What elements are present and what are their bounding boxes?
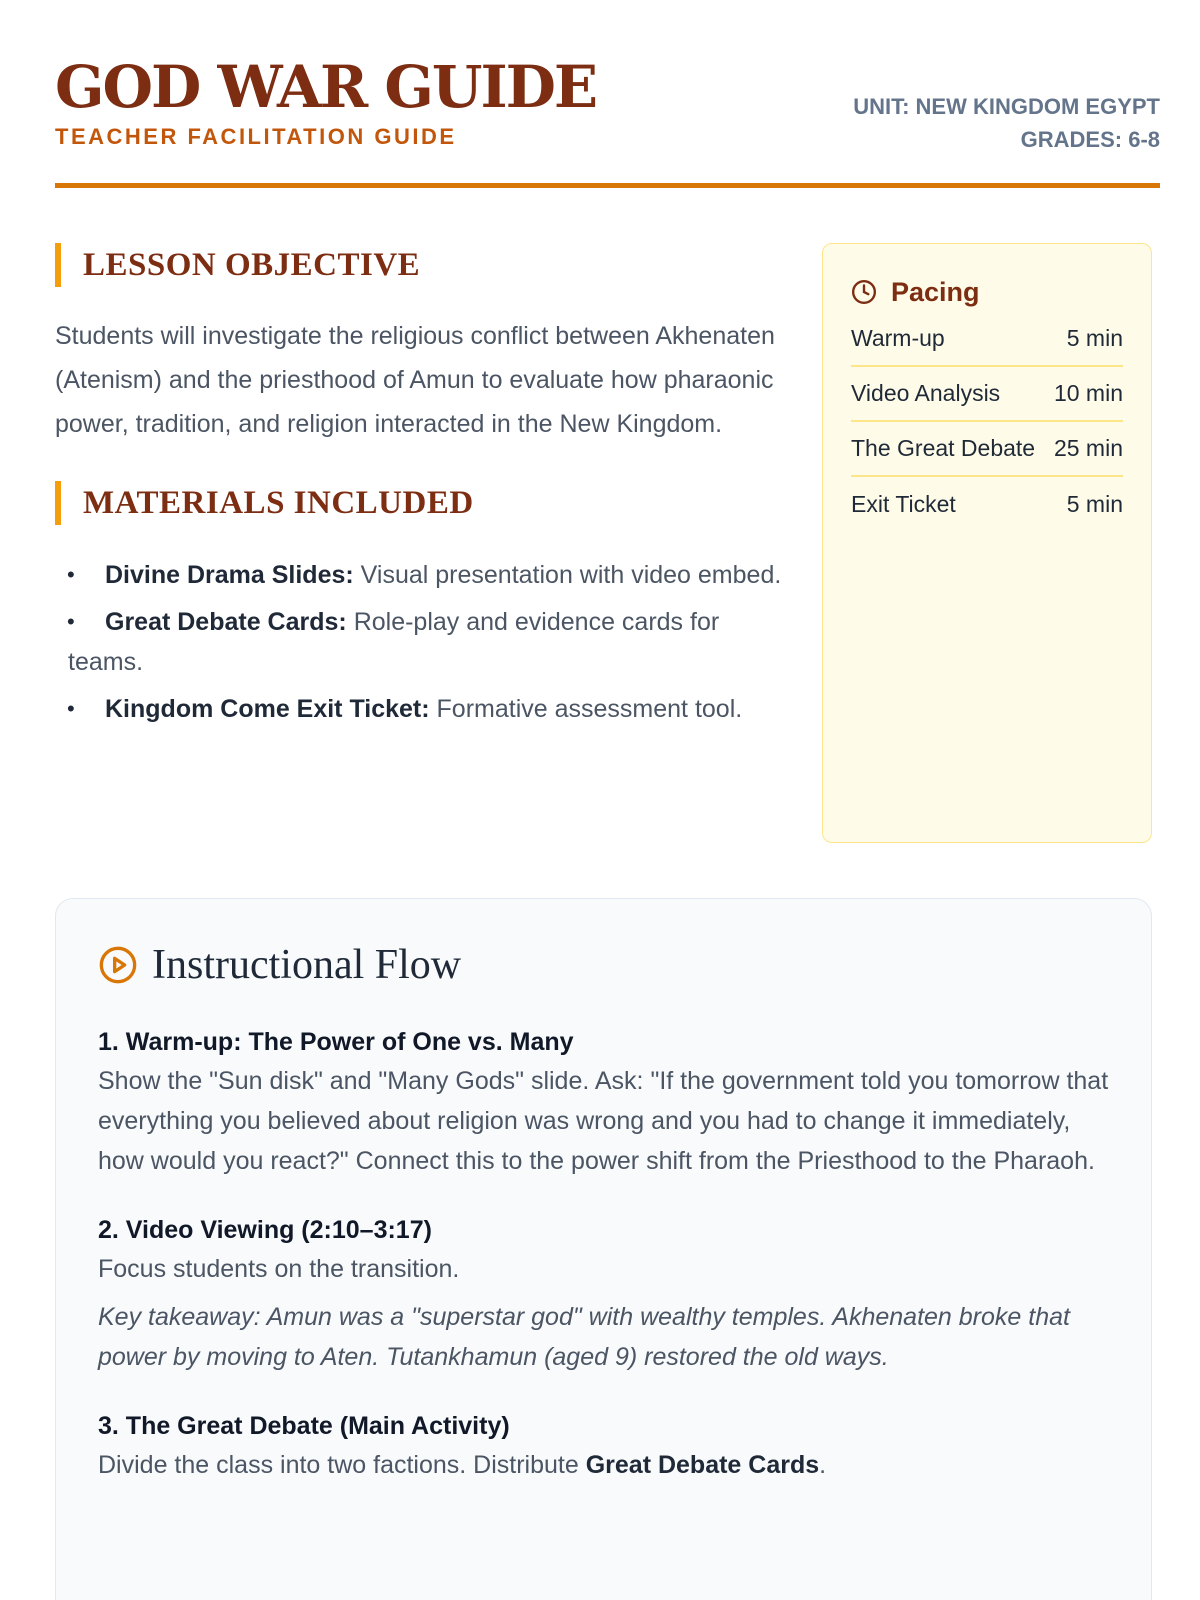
clock-icon <box>851 279 877 305</box>
flow-step <box>98 1407 1109 1485</box>
page-header <box>55 53 1160 188</box>
flow-step <box>98 1211 1109 1377</box>
step-title: 3. The Great Debate (Main Activity) <box>98 1412 510 1440</box>
page-title: GOD WAR GUIDE <box>55 53 597 121</box>
unit-label: UNIT: NEW KINGDOM EGYPT <box>853 94 1160 119</box>
list-item: • Kingdom Come Exit Ticket: Formative assessment tool. <box>55 689 795 729</box>
objective-text: Students will investigate the religious conflict between Akhenaten (Atenism) and the priesthood of Amun to evaluate how pharaonic power, tradition, and religion interacted in the New Kingdom. <box>55 322 775 438</box>
pacing-row: Exit Ticket 5 min <box>851 491 1123 517</box>
pacing-card <box>822 243 1152 843</box>
bullet-icon: • <box>67 609 75 634</box>
left-column <box>55 243 795 736</box>
pacing-row: The Great Debate 25 min <box>851 422 1123 477</box>
step-title: 2. Video Viewing (2:10–3:17) <box>98 1216 432 1244</box>
play-circle-icon <box>98 945 138 985</box>
list-item: • Divine Drama Slides: Visual presentation with video embed. <box>55 555 795 595</box>
list-item: • Great Debate Cards: Role-play and evidence cards for teams. <box>55 602 795 682</box>
step-text: Show the "Sun disk" and "Many Gods" slide. Ask: "If the government told you tomorrow that everything you believed about religion was wrong and you had to change it immediately, how would you react?" Connect this to the power shift from the Priesthood to the Pharaoh. <box>98 1067 1109 1175</box>
flow-title: Instructional Flow <box>98 937 1109 993</box>
pacing-row: Warm-up 5 min <box>851 312 1123 367</box>
unit-meta <box>853 90 1160 156</box>
step-text: Focus students on the transition. <box>98 1255 460 1283</box>
step-text: Divide the class into two factions. Distribute Great Debate Cards. <box>98 1451 827 1479</box>
flow-step <box>98 1023 1109 1181</box>
instructional-flow-card <box>55 898 1152 1600</box>
step-takeaway: Key takeaway: Amun was a "superstar god" with wealthy temples. Akhenaten broke that power by moving to Aten. Tutankhamun (aged 9) restored the old ways. <box>98 1303 1070 1371</box>
step-title: 1. Warm-up: The Power of One vs. Many <box>98 1028 574 1056</box>
bullet-icon: • <box>67 562 75 587</box>
header-divider <box>55 183 1160 188</box>
objective-heading: LESSON OBJECTIVE <box>55 243 795 287</box>
materials-heading: MATERIALS INCLUDED <box>55 481 795 525</box>
page-subtitle: TEACHER FACILITATION GUIDE <box>55 124 457 149</box>
bullet-icon: • <box>67 696 75 721</box>
grades-label: GRADES: 6-8 <box>1020 127 1160 152</box>
pacing-row: Video Analysis 10 min <box>851 367 1123 422</box>
pacing-title: Pacing <box>851 272 1123 312</box>
materials-list <box>55 555 795 729</box>
